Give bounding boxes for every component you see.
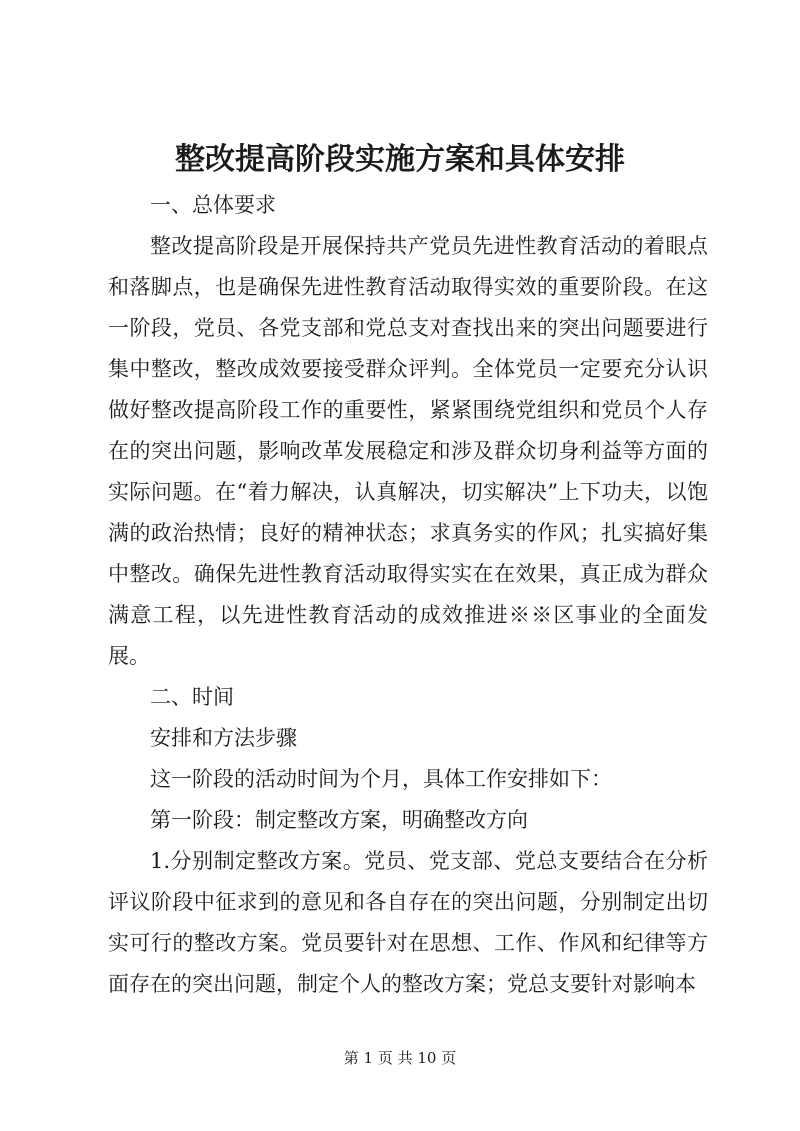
stage-one-heading: 第一阶段：制定整改方案，明确整改方向 bbox=[150, 808, 528, 832]
page-footer: 第 1 页 共 10 页 bbox=[343, 1049, 457, 1067]
document-title: 整改提高阶段实施方案和具体安排 bbox=[175, 142, 625, 177]
paragraph-schedule-intro: 这一阶段的活动时间为个月，具体工作安排如下： bbox=[150, 767, 612, 791]
section-heading-arrangement: 安排和方法步骤 bbox=[150, 726, 297, 750]
document-body bbox=[108, 185, 708, 1005]
paragraph-general-requirements: 整改提高阶段是开展保持共产党员先进性教育活动的着眼点和落脚点，也是确保先进性教育活动取得实效的重要阶段。在这一阶段，党员、各党支部和党总支对查找出来的突出问题要进行集中整改，整改成效要接受群众评判。全体党员一定要充分认识做好整改提高阶段工作的重要性，紧紧围绕党组织和党员个人存在的突出问题，影响改革发展稳定和涉及群众切身利益等方面的实际问题。在“着力解决，认真解决，切实解决”上下功夫，以饱满的政治热情；良好的精神状态；求真务实的作风；扎实搞好集中整改。确保先进性教育活动取得实实在在效果，真正成为群众满意工程，以先进性教育活动的成效推进※※区事业的全面发展。 bbox=[108, 234, 708, 668]
section-heading-time: 二、时间 bbox=[150, 685, 234, 709]
paragraph-stage-one-item-1: 1.分别制定整改方案。党员、党支部、党总支要结合在分析评议阶段中征求到的意见和各自存在的突出问题，分别制定出切实可行的整改方案。党员要针对在思想、工作、作风和纪律等方面存在的突出问题，制定个人的整改方案；党总支要针对影响本 bbox=[108, 849, 708, 996]
section-heading-general-requirements: 一、总体要求 bbox=[150, 193, 276, 217]
